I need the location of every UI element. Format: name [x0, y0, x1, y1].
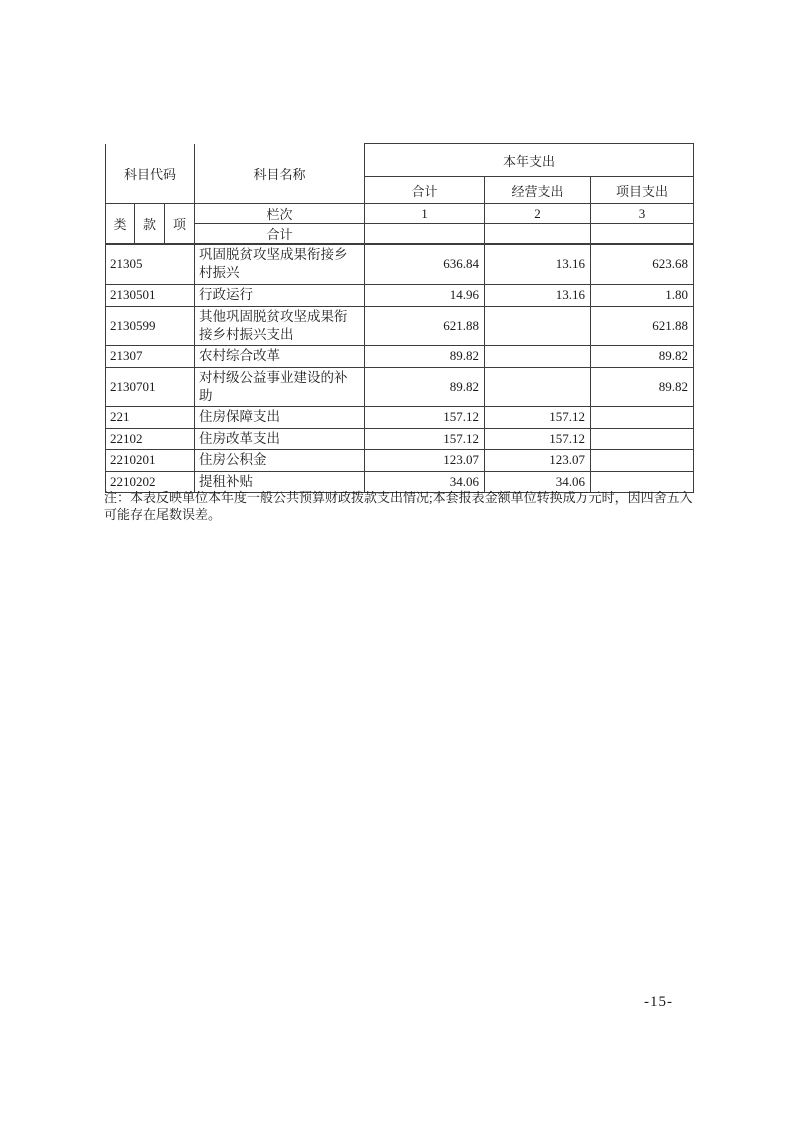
name-cell: 巩固脱贫攻坚成果衔接乡村振兴: [195, 244, 365, 284]
budget-expenditure-table: [105, 143, 694, 493]
table-row: [106, 306, 694, 345]
header-subject-code: 科目代码: [106, 144, 195, 204]
code-cell: 221: [106, 406, 195, 428]
operating-cell: 13.16: [485, 284, 591, 306]
name-cell: 其他巩固脱贫攻坚成果衔接乡村振兴支出: [195, 306, 365, 345]
total-cell: 621.88: [365, 306, 485, 345]
operating-cell: 34.06: [485, 471, 591, 492]
header-category: 类: [106, 204, 135, 245]
total-row-project-cell: [591, 224, 694, 245]
table-row: [106, 449, 694, 471]
table-row: [106, 244, 694, 284]
table-row: [106, 345, 694, 367]
name-cell: 农村综合改革: [195, 345, 365, 367]
operating-cell: [485, 367, 591, 406]
name-cell: 对村级公益事业建设的补助: [195, 367, 365, 406]
total-cell: 636.84: [365, 244, 485, 284]
header-item: 项: [165, 204, 195, 245]
name-cell: 住房保障支出: [195, 406, 365, 428]
operating-cell: [485, 306, 591, 345]
header-col-1: 1: [365, 204, 485, 224]
code-cell: 2130599: [106, 306, 195, 345]
table-row: [106, 428, 694, 449]
total-row-operating-cell: [485, 224, 591, 245]
code-cell: 22102: [106, 428, 195, 449]
total-cell: 14.96: [365, 284, 485, 306]
total-label-row: [106, 224, 694, 245]
operating-cell: 123.07: [485, 449, 591, 471]
header-row-1: [106, 144, 694, 177]
name-cell: 住房公积金: [195, 449, 365, 471]
table-note: [104, 489, 720, 523]
code-cell: 2210201: [106, 449, 195, 471]
header-project-expenditure: 项目支出: [591, 177, 694, 204]
operating-cell: 157.12: [485, 428, 591, 449]
project-cell: [591, 406, 694, 428]
total-row-total-cell: [365, 224, 485, 245]
total-cell: 89.82: [365, 367, 485, 406]
header-clause: 款: [135, 204, 165, 245]
name-cell: 行政运行: [195, 284, 365, 306]
table-row: [106, 284, 694, 306]
table-row: [106, 406, 694, 428]
header-row-3: [106, 204, 694, 224]
project-cell: [591, 428, 694, 449]
table-note-line2: 可能存在尾数误差。: [104, 507, 222, 522]
operating-cell: [485, 345, 591, 367]
header-current-year-expenditure: 本年支出: [365, 144, 694, 177]
code-cell: 21305: [106, 244, 195, 284]
code-cell: 2210202: [106, 471, 195, 492]
header-operating-expenditure: 经营支出: [485, 177, 591, 204]
header-total: 合计: [365, 177, 485, 204]
project-cell: 621.88: [591, 306, 694, 345]
total-cell: 34.06: [365, 471, 485, 492]
header-col-3: 3: [591, 204, 694, 224]
project-cell: 89.82: [591, 345, 694, 367]
table-row: [106, 367, 694, 406]
total-cell: 89.82: [365, 345, 485, 367]
page-number: -15-: [644, 994, 673, 1010]
total-cell: 123.07: [365, 449, 485, 471]
code-cell: 2130501: [106, 284, 195, 306]
table-note-line1: 注：本表反映单位本年度一般公共预算财政拨款支出情况;本套报表金额单位转换成万元时，因四舍五入: [104, 490, 693, 505]
project-cell: 89.82: [591, 367, 694, 406]
budget-expenditure-table-wrap: [105, 143, 694, 493]
operating-cell: 157.12: [485, 406, 591, 428]
operating-cell: 13.16: [485, 244, 591, 284]
total-cell: 157.12: [365, 428, 485, 449]
header-col-2: 2: [485, 204, 591, 224]
header-column-index-label: 栏次: [195, 204, 365, 224]
name-cell: 住房改革支出: [195, 428, 365, 449]
name-cell: 提租补贴: [195, 471, 365, 492]
header-subject-name: 科目名称: [195, 144, 365, 204]
code-cell: 2130701: [106, 367, 195, 406]
total-row-label: 合计: [195, 224, 365, 245]
project-cell: [591, 449, 694, 471]
code-cell: 21307: [106, 345, 195, 367]
project-cell: 1.80: [591, 284, 694, 306]
total-cell: 157.12: [365, 406, 485, 428]
project-cell: 623.68: [591, 244, 694, 284]
